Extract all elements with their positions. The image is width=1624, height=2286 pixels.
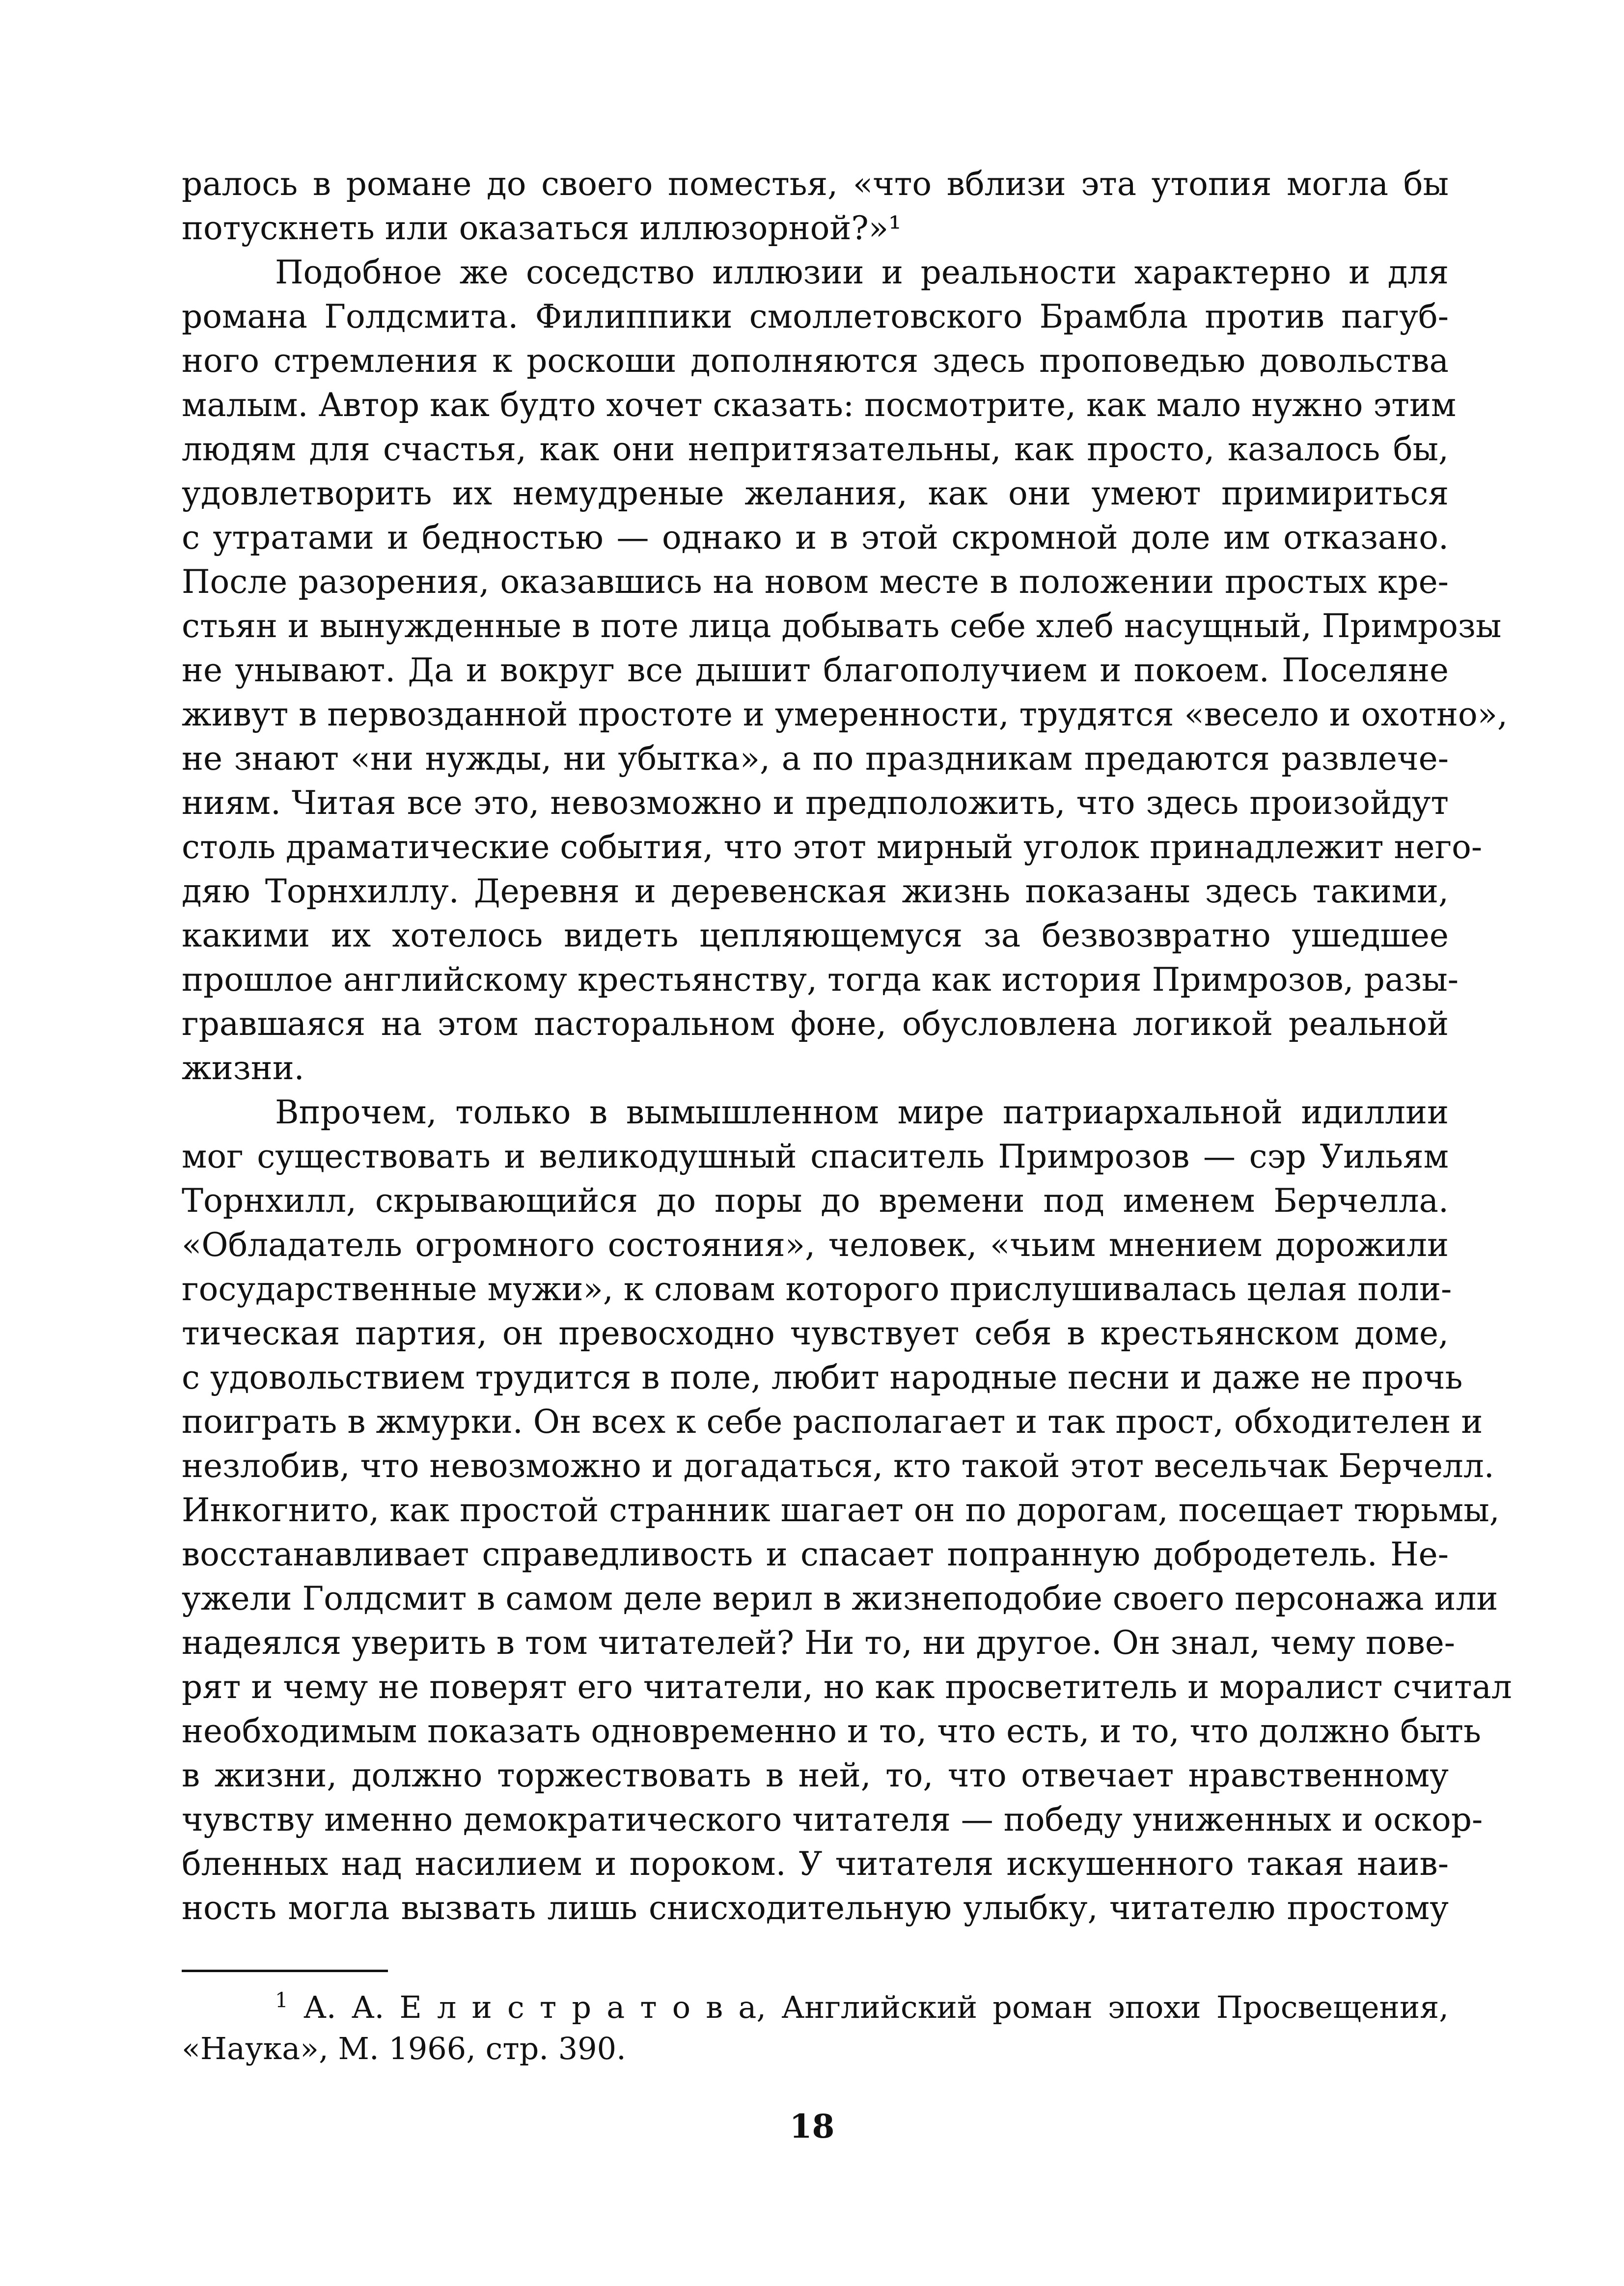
text-line-content: необходимым показать одновременно и то, что есть, и то, что должно быть (182, 1712, 1481, 1750)
text-line-content: какими их хотелось видеть цепляющемуся за безвозвратно ушедшее (182, 917, 1449, 954)
text-line (182, 206, 1449, 251)
text-line (182, 1267, 1452, 1311)
text-line-content: живут в первозданной простоте и умеренности, трудятся «весело и охотно», (182, 696, 1508, 733)
text-line-content: в жизни, должно торжествовать в ней, то, что отвечает нравственному (182, 1756, 1449, 1794)
text-line-content: с утратами и бедностью — однако и в этой скромной доле им отказано. (182, 519, 1449, 557)
text-line (182, 914, 1449, 958)
text-line-content: ниям. Читая все это, невозможно и предположить, что здесь произойдут (182, 784, 1449, 822)
text-line-content: малым. Автор как будто хочет сказать: посмотрите, как мало нужно этим (182, 386, 1457, 424)
text-line-content: ралось в романе до своего поместья, «что вблизи эта утопия могла бы (182, 165, 1449, 203)
text-line (182, 1046, 1449, 1090)
text-line (182, 958, 1459, 1002)
text-line (182, 781, 1449, 825)
text-line-content: тическая партия, он превосходно чувствует себя в крестьянском доме, (182, 1314, 1449, 1352)
text-line-content: рят и чему не поверят его читатели, но как просветитель и моралист считал (182, 1668, 1512, 1706)
text-line-content: бленных над насилием и пороком. У читателя искушенного такая наив- (182, 1845, 1449, 1883)
text-line (182, 1002, 1449, 1046)
text-line-content: восстанавливает справедливость и спасает попранную добродетель. Не- (182, 1535, 1449, 1573)
text-line-content: мог существовать и великодушный спаситель Примрозов — сэр Уильям (182, 1138, 1449, 1175)
footnote-line-1 (182, 1987, 1449, 2028)
text-line (182, 251, 1449, 295)
text-line (182, 383, 1457, 427)
text-line-content: жизни. (182, 1049, 304, 1087)
text-line-content: людям для счастья, как они непритязательны, как просто, казалось бы, (182, 430, 1449, 468)
footnote-separator (182, 1970, 388, 1972)
text-line (182, 1665, 1512, 1709)
text-line-content: не унывают. Да и вокруг все дышит благополучием и покоем. Поселяне (182, 651, 1449, 689)
text-line-content: государственные мужи», к словам которого прислушивалась целая поли- (182, 1270, 1452, 1308)
text-line (182, 604, 1502, 648)
text-line-content: чувству именно демократического читателя — победу униженных и оскор- (182, 1801, 1483, 1839)
text-line-content: ность могла вызвать лишь снисходительную улыбку, читателю простому (182, 1889, 1449, 1927)
footnote (182, 1987, 1449, 2069)
text-line (182, 1223, 1449, 1267)
text-line (182, 1709, 1481, 1754)
text-line (182, 825, 1483, 869)
text-line-content: «Обладатель огромного состояния», человек, «чьим мнением дорожили (182, 1226, 1449, 1264)
footnote-marker: 1 (275, 1988, 288, 2012)
text-line (182, 1754, 1449, 1798)
text-line (182, 472, 1449, 516)
text-line (182, 648, 1449, 693)
text-line (182, 1179, 1449, 1223)
text-line (182, 1135, 1449, 1179)
text-line-content: дяю Торнхиллу. Деревня и деревенская жизнь показаны здесь такими, (182, 872, 1449, 910)
text-line (182, 1400, 1483, 1444)
text-line (182, 693, 1508, 737)
text-line (182, 1842, 1449, 1886)
page-number: 18 (789, 2107, 835, 2146)
text-line-content: незлобив, что невозможно и догадаться, кто такой этот весельчак Берчелл. (182, 1447, 1494, 1485)
text-line (182, 1533, 1449, 1577)
text-line (182, 1444, 1494, 1488)
main-text (182, 162, 1512, 1930)
text-line (182, 869, 1449, 914)
text-line-content: поиграть в жмурки. Он всех к себе располагает и так прост, обходителен и (182, 1403, 1483, 1441)
text-line-content: не знают «ни нужды, ни убытка», а по праздникам предаются развлече- (182, 740, 1449, 778)
text-line-content: столь драматические события, что этот мирный уголок принадлежит него- (182, 828, 1483, 866)
text-line (182, 1488, 1500, 1533)
text-line (182, 516, 1449, 560)
text-line-content: Инкогнито, как простой странник шагает он по дорогам, посещает тюрьмы, (182, 1491, 1500, 1529)
text-line (182, 1798, 1483, 1842)
text-line-content: ужели Голдсмит в самом деле верил в жизнеподобие своего персонажа или (182, 1580, 1498, 1617)
text-line (182, 427, 1449, 472)
text-line-content: ного стремления к роскоши дополняются здесь проповедью довольства (182, 342, 1449, 380)
text-line-content: После разорения, оказавшись на новом месте в положении простых кре- (182, 563, 1449, 601)
text-line-content: романа Голдсмита. Филиппики смоллетовского Брамбла против пагуб- (182, 298, 1449, 335)
text-line-content: удовлетворить их немудреные желания, как они умеют примириться (182, 474, 1449, 512)
text-line-content: Впрочем, только в вымышленном мире патриархальной идиллии (275, 1093, 1449, 1131)
text-line-content: Торнхилл, скрывающийся до поры до времени под именем Берчелла. (182, 1182, 1449, 1220)
text-line (182, 162, 1449, 206)
footnote-line-2 (182, 2028, 1449, 2069)
text-line (182, 1356, 1463, 1400)
footnote-text-2: «Наука», М. 1966, стр. 390. (182, 2031, 626, 2066)
footnote-text-1: А. А. Е л и с т р а т о в а, Английский роман эпохи Просвещения, (303, 1989, 1449, 2025)
text-line (182, 339, 1449, 383)
text-line-content: гравшаяся на этом пасторальном фоне, обусловлена логикой реальной (182, 1005, 1449, 1043)
text-line (182, 1886, 1449, 1930)
text-line (182, 295, 1449, 339)
text-line (182, 737, 1449, 781)
text-line (182, 1621, 1456, 1665)
text-line (182, 1090, 1449, 1135)
text-line-content: стьян и вынужденные в поте лица добывать себе хлеб насущный, Примрозы (182, 607, 1502, 645)
text-line (182, 560, 1449, 604)
text-line (182, 1577, 1498, 1621)
text-line-content: Подобное же соседство иллюзии и реальности характерно и для (275, 253, 1449, 291)
text-line (182, 1311, 1449, 1356)
text-line-content: потускнеть или оказаться иллюзорной?»¹ (182, 209, 902, 247)
text-line-content: надеялся уверить в том читателей? Ни то, ни другое. Он знал, чему пове- (182, 1624, 1456, 1662)
text-line-content: прошлое английскому крестьянству, тогда как история Примрозов, разы- (182, 961, 1459, 999)
text-line-content: с удовольствием трудится в поле, любит народные песни и даже не прочь (182, 1359, 1463, 1396)
